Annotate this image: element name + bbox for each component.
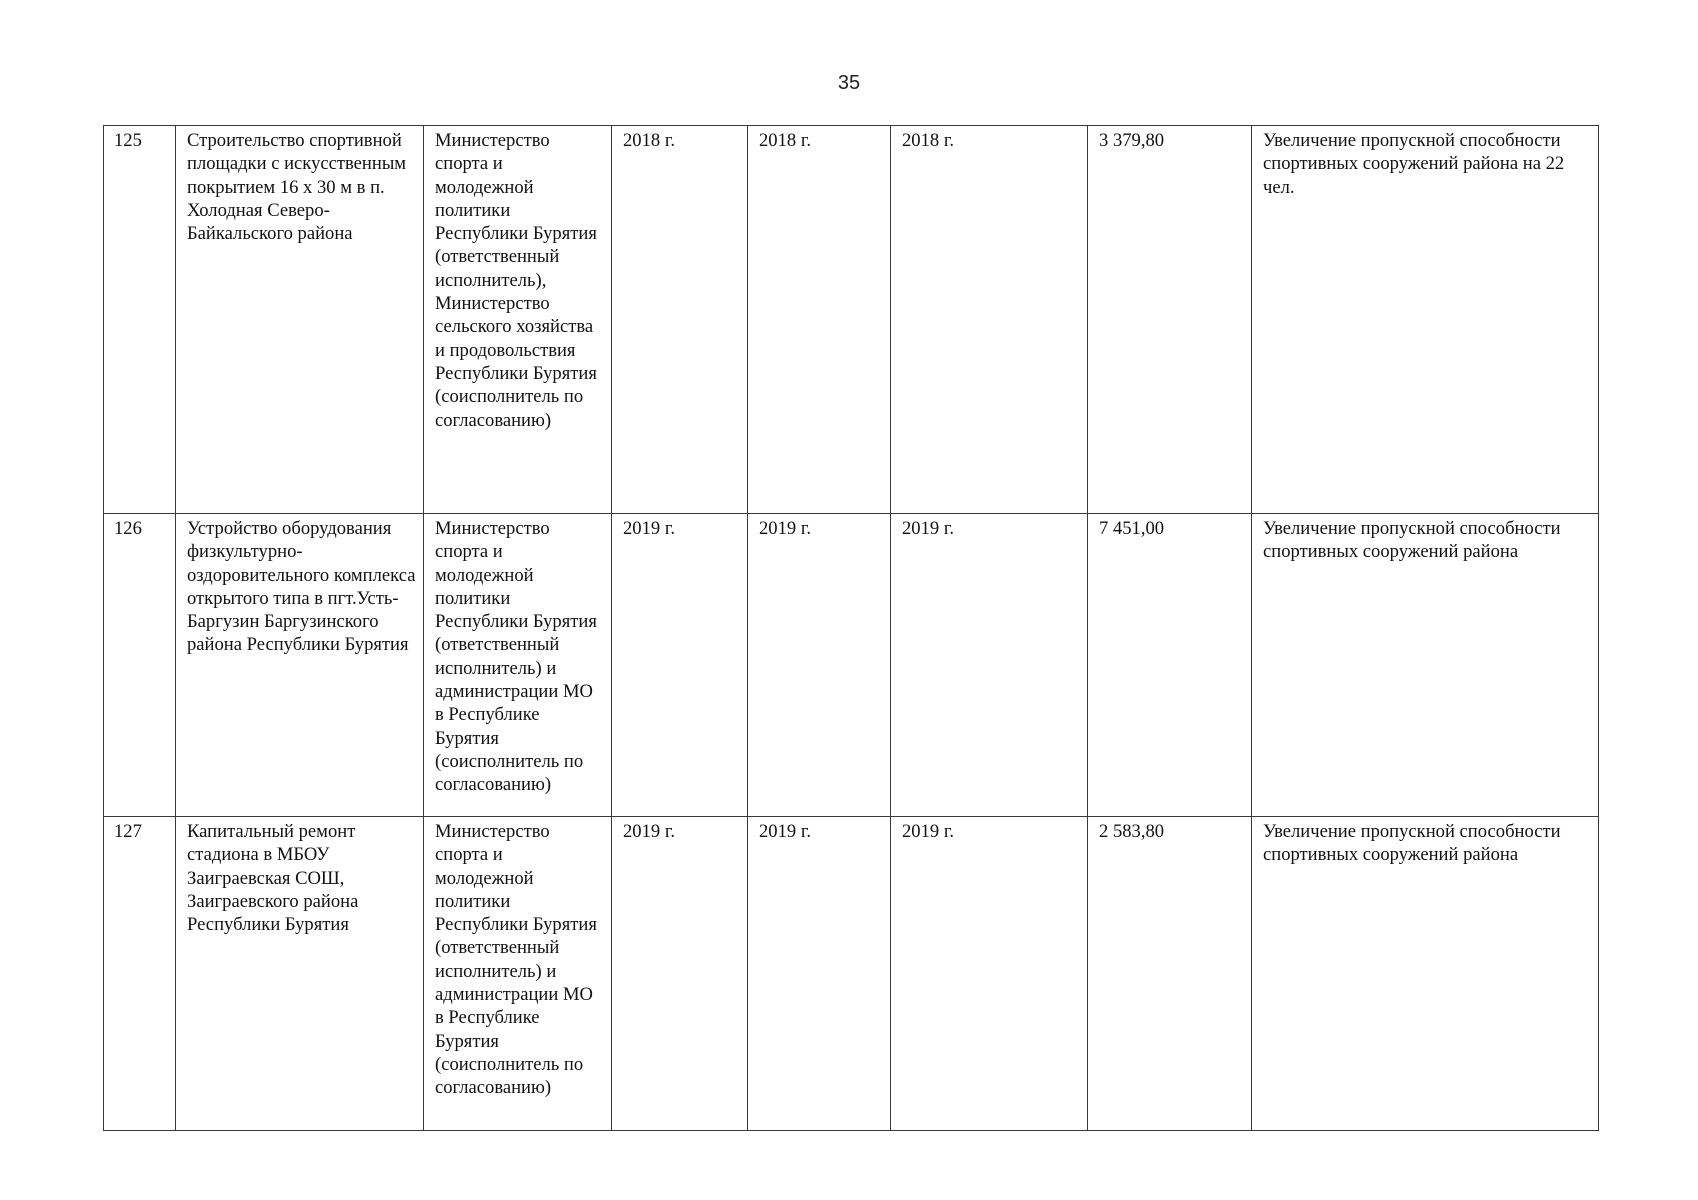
activity-name: Устройство оборудования физкультурно-оздоровительного комплекса открытого типа в пгт.Усть-Баргузин Баргузинского района Республики Бурятия [176,514,424,817]
funding-amount: 7 451,00 [1088,514,1252,817]
row-number: 125 [104,126,176,514]
expected-result: Увеличение пропускной способности спортивных сооружений района [1252,817,1599,1131]
row-number: 126 [104,514,176,817]
expected-result: Увеличение пропускной способности спортивных сооружений района на 22 чел. [1252,126,1599,514]
start-year: 2019 г. [612,817,748,1131]
responsible-executor: Министерство спорта и молодежной политики Республики Бурятия (ответственный исполнитель) и администрации МО в Республике Бурятия (соисполнитель по согласованию) [424,817,612,1131]
table-row [104,126,1599,514]
responsible-executor: Министерство спорта и молодежной политики Республики Бурятия (ответственный исполнитель) и администрации МО в Республике Бурятия (соисполнитель по согласованию) [424,514,612,817]
page-number: 35 [837,72,861,94]
responsible-executor: Министерство спорта и молодежной политики Республики Бурятия (ответственный исполнитель), Министерство сельского хозяйства и продовольствия Республики Бурятия (соисполнитель по согласованию) [424,126,612,514]
plan-year: 2018 г. [891,126,1088,514]
funding-amount: 3 379,80 [1088,126,1252,514]
program-activities-table [103,125,1599,1131]
end-year: 2018 г. [748,126,891,514]
end-year: 2019 г. [748,514,891,817]
end-year: 2019 г. [748,817,891,1131]
table-row [104,817,1599,1131]
row-number: 127 [104,817,176,1131]
activity-name: Капитальный ремонт стадиона в МБОУ Заиграевская СОШ, Заиграевского района Республики Бурятия [176,817,424,1131]
start-year: 2018 г. [612,126,748,514]
funding-amount: 2 583,80 [1088,817,1252,1131]
table-row [104,514,1599,817]
plan-year: 2019 г. [891,514,1088,817]
start-year: 2019 г. [612,514,748,817]
expected-result: Увеличение пропускной способности спортивных сооружений района [1252,514,1599,817]
activity-name: Строительство спортивной площадки с искусственным покрытием 16 х 30 м в п. Холодная Северо-Байкальского района [176,126,424,514]
plan-year: 2019 г. [891,817,1088,1131]
